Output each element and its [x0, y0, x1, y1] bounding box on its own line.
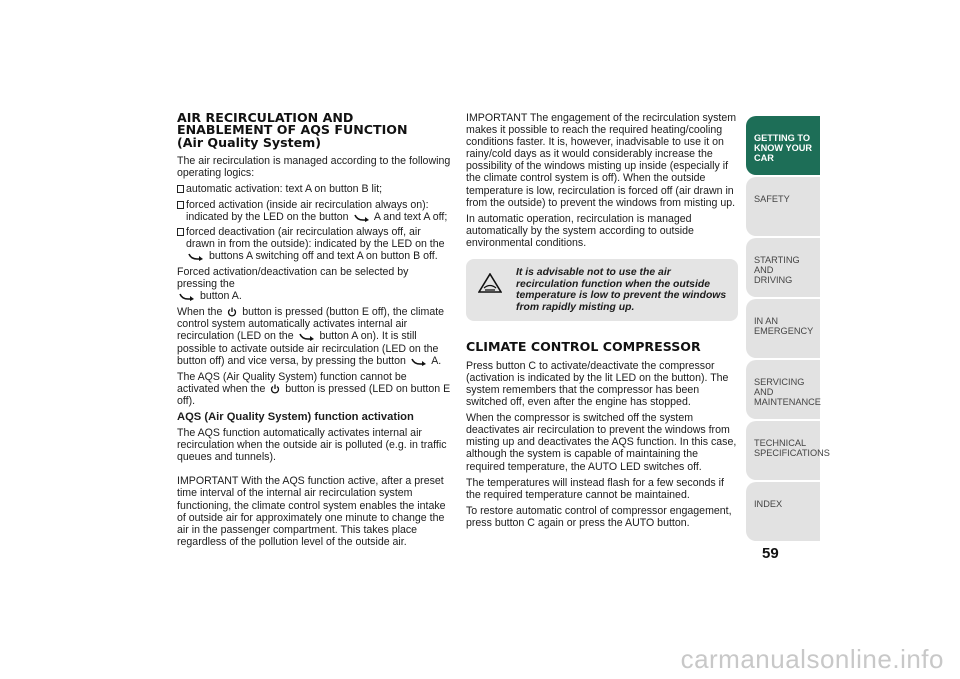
warning-text: It is advisable not to use the air recirculation function when the outside temperature is low to prevent the windows from rapidly misting up. [516, 267, 727, 313]
recirculation-icon [299, 332, 315, 341]
compressor-paragraph: Press button C to activate/deactivate the compressor (activation is indicated by the lit LED on the button). The system remembers that the compressor has been switched off, even after the engine has stopped. [466, 359, 729, 409]
intro-paragraph: The air recirculation is managed according to the following operating logics: [177, 155, 451, 180]
recirculation-icon [354, 213, 370, 222]
important-note-left: IMPORTANT With the AQS function active, after a preset time interval of the internal air recirculation system functioning, the climate control system enables the intake of outside air for approximately one minute to change the air in the passenger compartment. This takes place regardless of the pollution level of the outside air. [177, 475, 446, 548]
when-paragraph: When the button is pressed (button E off), the climate control system automatically activates internal air recirculation (LED on the button A on). It is still possible to activate outside air recirculation (LED on the button off) and vice versa, by pressing the button A. [177, 306, 445, 367]
compressor-paragraph: The temperatures will instead flash for a few seconds if the required temperature cannot be maintained. [466, 476, 724, 501]
heading-line: AIR RECIRCULATION AND [177, 110, 354, 125]
aqs-description: The AQS function automatically activates internal air recirculation when the outside air is polluted (e.g. in traffic queues and tunnels). [177, 427, 447, 464]
section-heading-compressor: CLIMATE CONTROL COMPRESSOR [466, 339, 701, 355]
aqs-activation-heading: AQS (Air Quality System) function activation [177, 411, 414, 423]
important-note-right: IMPORTANT The engagement of the recirculation system makes it possible to reach the required heating/cooling conditions faster. It is, however, inadvisable to use it on rainy/cold days as it would considerably increase the possibility of the windows misting up inside (especially if the climate control system is off). When the outside temperature is low, recirculation is forced off (air drawn in from the outside) to prevent the windows from misting up. [466, 112, 737, 209]
checkbox-bullet-icon [177, 185, 184, 193]
heading-line: ENABLEMENT OF AQS FUNCTION [177, 122, 408, 138]
compressor-paragraph: To restore automatic control of compressor engagement, press button C again or press the AUTO button. [466, 504, 732, 529]
right-column [466, 112, 738, 533]
warning-triangle-icon [478, 273, 502, 293]
warning-box [466, 259, 738, 321]
power-icon [270, 384, 280, 394]
tab-getting-to-know-your-car[interactable]: GETTING TO KNOW YOUR CAR [746, 116, 820, 175]
checkbox-bullet-icon [177, 201, 184, 209]
tab-safety[interactable]: SAFETY [746, 177, 820, 236]
chapter-tabs [746, 116, 830, 543]
left-column [177, 112, 451, 552]
list-item: automatic activation: text A on button B lit; [177, 183, 451, 195]
tab-technical-specifications[interactable]: TECHNICAL SPECIFICATIONS [746, 421, 820, 480]
watermark: carmanualsonline.info [680, 644, 944, 674]
forced-paragraph: Forced activation/deactivation can be selected by pressing the button A. [177, 265, 409, 303]
tab-servicing-and-maintenance[interactable]: SERVICING AND MAINTENANCE [746, 360, 820, 419]
recirculation-icon [411, 357, 427, 366]
compressor-paragraph: When the compressor is switched off the system deactivates air recirculation to prevent the windows from misting up and deactivates the AQS function. In this case, although the system is capable of maintaining the required temperature, the AUTO LED switches off. [466, 412, 737, 473]
list-item: forced activation (inside air recirculation always on): indicated by the LED on the button A and text A off; [177, 199, 451, 223]
aqs-note-paragraph: The AQS (Air Quality System) function cannot be activated when the button is pressed (LED on button E off). [177, 370, 451, 407]
automatic-operation-paragraph: In automatic operation, recirculation is managed automatically by the system according to outside environmental conditions. [466, 212, 694, 249]
heading-line: (Air Quality System) [177, 134, 322, 150]
power-icon [227, 307, 237, 317]
section-heading-air-recirculation [177, 112, 451, 149]
list-item: forced deactivation (air recirculation always off, air drawn in from the outside): indicated by the LED on the buttons A switching off and text A on button B off. [177, 226, 451, 262]
checkbox-bullet-icon [177, 228, 184, 236]
page-number: 59 [762, 545, 779, 562]
tab-index[interactable]: INDEX [746, 482, 820, 541]
spacer [177, 467, 451, 475]
tab-starting-and-driving[interactable]: STARTING AND DRIVING [746, 238, 820, 297]
logic-list [177, 183, 451, 262]
tab-in-an-emergency[interactable]: IN AN EMERGENCY [746, 299, 820, 358]
recirculation-icon [179, 292, 195, 301]
recirculation-icon [188, 252, 204, 261]
